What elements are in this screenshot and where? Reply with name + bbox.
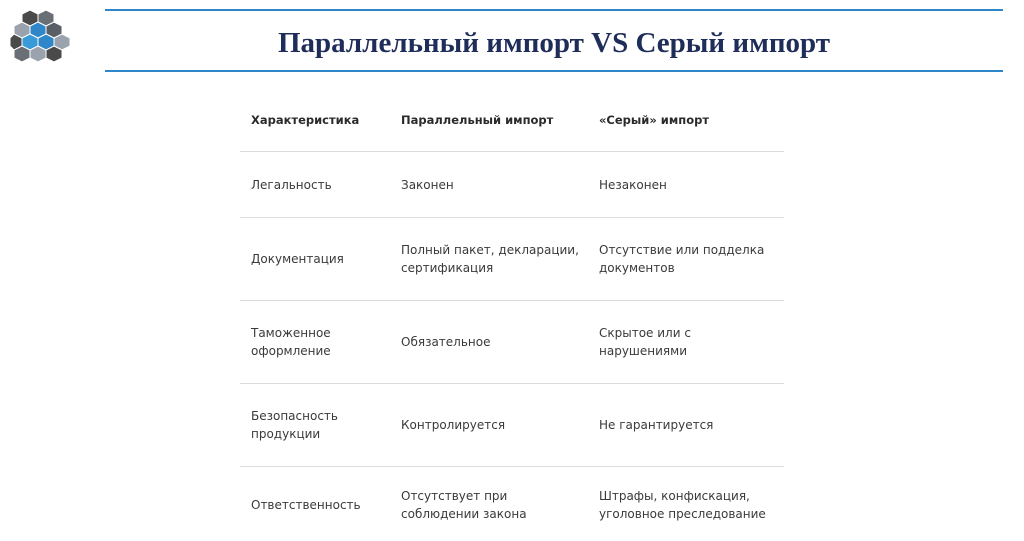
row-characteristic: Таможенное оформление <box>251 326 331 358</box>
column-header-characteristic: Характеристика <box>251 112 360 127</box>
row-characteristic: Легальность <box>251 177 332 192</box>
row-parallel-value: Обязательное <box>401 335 491 349</box>
header-bottom-rule <box>105 70 1003 72</box>
row-characteristic: Ответственность <box>251 498 361 512</box>
row-grey-value: Штрафы, конфискация, уголовное преследование <box>599 489 766 521</box>
row-grey-value: Отсутствие или подделка документов <box>599 243 765 275</box>
row-parallel-value: Полный пакет, декларации, сертификация <box>401 243 579 275</box>
column-header-parallel-import: Параллельный импорт <box>401 112 554 127</box>
table-row <box>240 301 784 384</box>
table-row <box>240 152 784 218</box>
table-header-row <box>240 88 784 152</box>
row-parallel-value: Контролируется <box>401 418 506 432</box>
row-parallel-value: Законен <box>401 177 454 192</box>
row-grey-value: Незаконен <box>599 177 667 192</box>
row-grey-value: Скрытое или с нарушениями <box>599 326 691 358</box>
header-top-rule <box>105 9 1003 11</box>
table-row <box>240 218 784 301</box>
page-title: Параллельный импорт VS Серый импорт <box>277 27 831 59</box>
column-header-grey-import: «Серый» импорт <box>599 112 709 127</box>
comparison-table <box>240 88 784 541</box>
table-row <box>240 467 784 541</box>
row-characteristic: Документация <box>251 252 344 266</box>
row-characteristic: Безопасность продукции <box>251 409 338 441</box>
table-row <box>240 384 784 467</box>
row-parallel-value: Отсутствует при соблюдении закона <box>401 489 527 521</box>
hexagon-cubes-logo <box>10 8 76 64</box>
row-grey-value: Не гарантируется <box>599 418 714 432</box>
